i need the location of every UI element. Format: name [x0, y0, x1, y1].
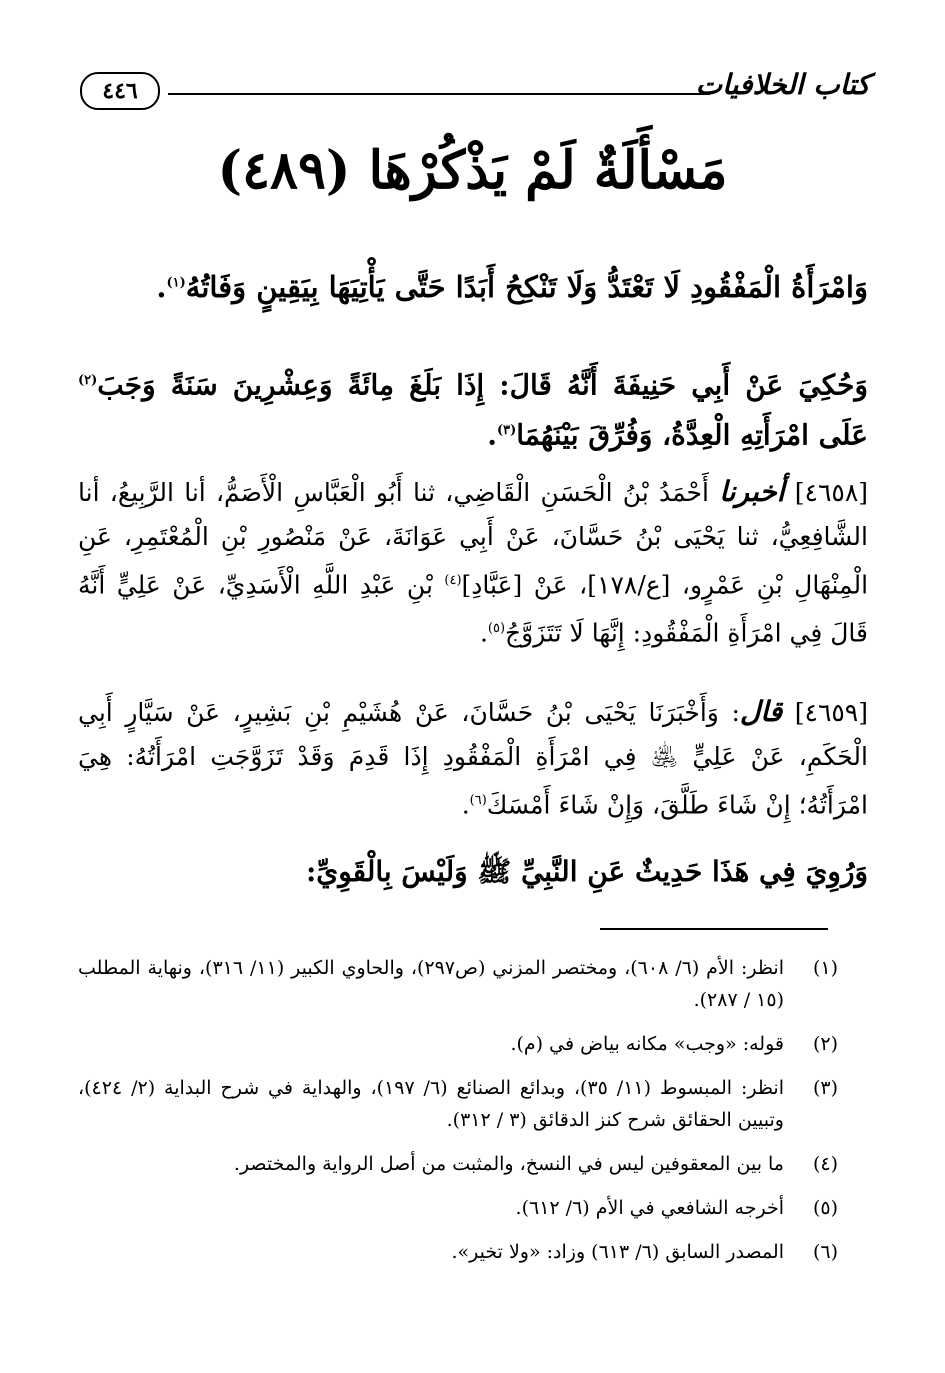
- book-title: كتاب الخلافيات: [695, 68, 870, 101]
- footnote-text: أخرجه الشافعي في الأم (٦/ ٦١٢).: [515, 1197, 784, 1219]
- page-number: ٤٤٦: [80, 72, 160, 110]
- issue-statement: [78, 270, 868, 304]
- narration-text: أَحْمَدُ بْنُ الْحَسَنِ الْقَاضِي، ثنا أَبُو الْعَبَّاسِ الْأَصَمُّ، أنا الرَّبِيعُ، أنا الشَّافِعِيُّ، ثنا يَحْيَى بْنُ حَسَّانَ، عَنْ أَبِي عَوَانَةَ، عَنْ مَنْصُورِ بْنِ الْمُعْتَمِرِ، عَنِ الْمِنْهَالِ بْنِ عَمْرٍو، [ع/١٧٨]، عَنْ [عَبَّادِ]: [78, 478, 869, 600]
- issue-end: .: [156, 270, 167, 304]
- footnote-number: (٢): [812, 1033, 838, 1055]
- narration-number: [٤٦٥٩]: [794, 698, 868, 727]
- issue-text: وَامْرَأَةُ الْمَفْقُودِ لَا تَعْتَدُّ وَلَا تَنْكِحُ أَبَدًا حَتَّى يَأْتِيَهَا بِيَقِينٍ وَفَاتُهُ: [185, 270, 868, 304]
- footnote-item: [78, 1148, 838, 1180]
- footnote-text: انظر: المبسوط (١١/ ٣٥)، وبدائع الصنائع (٦/ ١٩٧)، والهداية في شرح البداية (٢/ ٤٢٤)، وتبيين الحقائق شرح كنز الدقائق (٣ / ٣١٢).: [78, 1077, 784, 1131]
- footnote-text: انظر: الأم (٦/ ٦٠٨)، ومختصر المزني (ص٢٩٧)، والحاوي الكبير (١١/ ٣١٦)، ونهاية المطلب (١٥ / ٢٨٧).: [78, 957, 784, 1011]
- footnote-text: قوله: «وجب» مكانه بياض في (م).: [510, 1033, 784, 1055]
- footnote-number: (١): [812, 957, 838, 979]
- footnote-ref-4: (٤): [444, 573, 462, 588]
- hanafi-opinion-paragraph: [78, 358, 868, 459]
- footnote-item: [78, 1236, 838, 1268]
- footnote-ref-2: (٢): [78, 373, 98, 388]
- footnote-item: [78, 952, 838, 1016]
- footnote-text: المصدر السابق (٦/ ٦١٣) وزاد: «ولا تخير».: [451, 1241, 784, 1263]
- page-header: [80, 68, 870, 112]
- narration-text: بْنِ عَبْدِ اللَّهِ الْأَسَدِيِّ، عَنْ عَلِيٍّ أَنَّهُ قَالَ فِي امْرَأَةِ الْمَفْقُودِ: إِنَّهَا لَا تَتَزَوَّجُ: [78, 570, 868, 648]
- narration-keyword: أخبرنا: [719, 475, 785, 508]
- footnote-number: (٤): [812, 1153, 838, 1175]
- paragraph-text: وَحُكِيَ عَنْ أَبِي حَنِيفَةَ أَنَّهُ قَالَ: إِذَا بَلَغَ مِائَةً وَعِشْرِينَ سَنَةً وَجَبَ: [97, 368, 868, 402]
- footnote-number: (٣): [812, 1077, 838, 1099]
- narration-4658: [78, 470, 868, 656]
- footnote-ref-6: (٦): [469, 793, 487, 808]
- narration-end: .: [479, 618, 488, 648]
- footnote-number: (٥): [812, 1197, 838, 1219]
- footnote-ref-3: (٣): [496, 423, 517, 439]
- paragraph-end: .: [487, 418, 497, 452]
- narration-text: : وَأَخْبَرَنَا يَحْيَى بْنُ حَسَّانَ، عَنْ هُشَيْمِ بْنِ بَشِيرٍ، عَنْ سَيَّارٍ أَبِي الْحَكَمِ، عَنْ عَلِيٍّ ﵁ فِي امْرَأَةِ الْمَفْقُودِ إِذَا قَدِمَ وَقَدْ تَزَوَّجَتِ امْرَأَتُهُ: هِيَ امْرَأَتُهُ؛ إِنْ شَاءَ طَلَّقَ، وَإِنْ شَاءَ أَمْسَكَ: [78, 698, 868, 820]
- header-rule: [168, 93, 710, 95]
- footnotes: [78, 952, 838, 1280]
- paragraph-text: عَلَى امْرَأَتِهِ الْعِدَّةُ، وَفُرِّقَ بَيْنَهُمَا: [516, 418, 868, 452]
- narration-end: .: [461, 790, 470, 820]
- footnote-item: [78, 1192, 838, 1224]
- hadith-note: وَرُوِيَ فِي هَذَا حَدِيثٌ عَنِ النَّبِيِّ ﷺ وَلَيْسَ بِالْقَوِيِّ:: [305, 855, 868, 888]
- footnote-item: [78, 1028, 838, 1060]
- footnote-separator: [600, 928, 828, 930]
- narration-4659: [78, 690, 868, 827]
- footnote-ref-5: (٥): [487, 621, 506, 637]
- narration-number: [٤٦٥٨]: [794, 478, 869, 507]
- footnote-ref-1: (١): [166, 275, 186, 291]
- narration-keyword: قال: [739, 695, 783, 728]
- footnote-item: [78, 1072, 838, 1136]
- footnote-number: (٦): [812, 1241, 838, 1263]
- section-heading: مَسْأَلَةٌ لَمْ يَذْكُرْهَا (٤٨٩): [217, 140, 728, 201]
- footnote-text: ما بين المعقوفين ليس في النسخ، والمثبت من أصل الرواية والمختصر.: [233, 1153, 784, 1175]
